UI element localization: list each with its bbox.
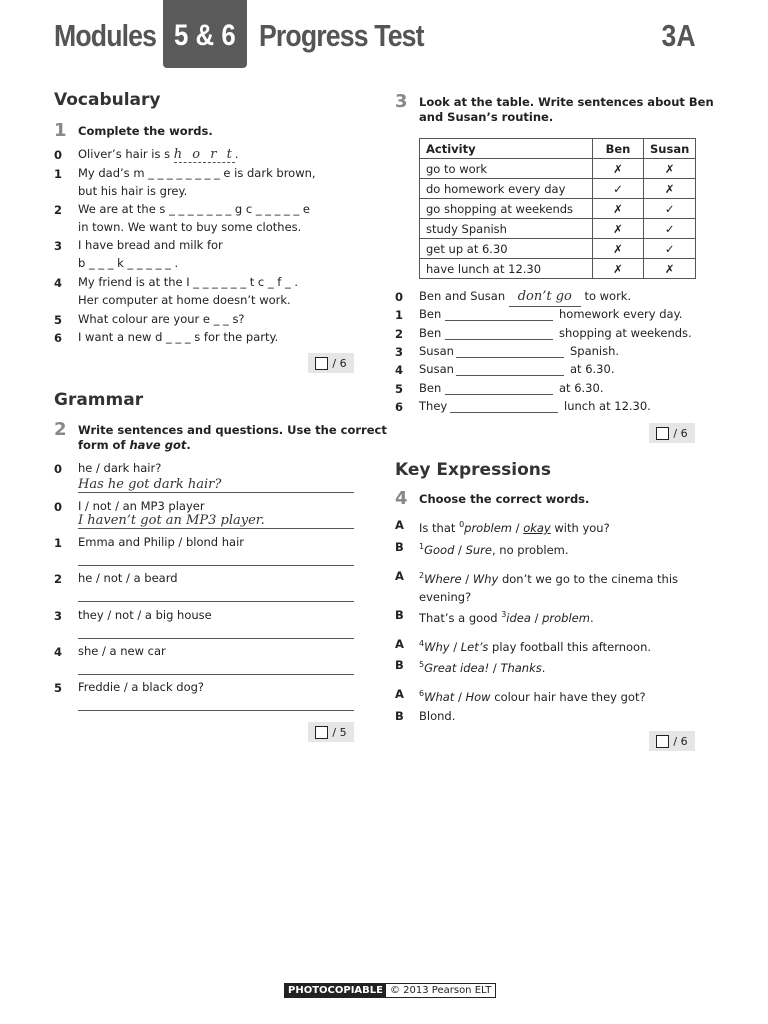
grammar-heading: Grammar	[54, 390, 144, 410]
vocab-item-6[interactable]: I want a new d _ _ _ s for the party.	[78, 330, 279, 344]
units-label: 5 & 6	[174, 19, 236, 52]
test-code: 3A	[661, 18, 696, 53]
item-number: 2	[395, 327, 404, 341]
option-b[interactable]: Thanks	[500, 660, 542, 675]
item-number: 1	[54, 536, 63, 550]
grammar-score-box: / 5	[308, 722, 354, 742]
dialogue-line: $^1$Good / Sure, no problem.	[419, 542, 569, 557]
handwritten-answer: I haven’t got an MP3 player.	[78, 513, 265, 528]
routine-item-5: Ben	[419, 381, 442, 395]
option-a[interactable]: What	[424, 689, 455, 704]
routine-item-5-end: at 6.30.	[559, 381, 604, 395]
option-a[interactable]: Where	[424, 571, 462, 586]
option-b[interactable]: Let’s	[460, 639, 489, 654]
answer-line[interactable]	[78, 601, 354, 602]
answer-line[interactable]	[445, 394, 553, 395]
key-expressions-heading: Key Expressions	[395, 460, 552, 480]
handwritten-answer: h o r t	[173, 147, 235, 162]
item-number: 1	[395, 308, 404, 322]
vocab-item-2[interactable]: We are at the s _ _ _ _ _ _ _ g c _ _ _ _ _ e in town. We want to buy some clothes.	[78, 202, 310, 234]
routine-item-1-end: homework every day.	[559, 307, 683, 321]
option-b[interactable]: Sure	[465, 542, 492, 557]
vocab-item-1[interactable]: My dad’s m _ _ _ _ _ _ _ _ e is dark brown, but his hair is grey.	[78, 166, 316, 198]
item-number: 0	[54, 148, 63, 162]
item-number: 4	[395, 363, 404, 377]
units-badge	[163, 0, 247, 68]
option-b[interactable]: problem	[542, 610, 590, 625]
grammar-prompt: she / a new car	[78, 644, 166, 658]
speaker-label: A	[395, 569, 404, 583]
question-number-2: 2	[54, 419, 67, 440]
dialogue-line: $^6$What / How colour hair have they got?	[419, 689, 646, 704]
vocab-item-0: Oliver’s hair is s h o r t.	[78, 147, 239, 162]
dialogue-line: Is that $^0$problem / okay with you?	[419, 520, 610, 535]
table-row: go to work ✗ ✗	[420, 159, 696, 179]
item-number: 3	[395, 345, 404, 359]
score-checkbox-icon[interactable]	[656, 427, 669, 440]
table-row: get up at 6.30 ✗ ✓	[420, 239, 696, 259]
routine-item-6: They	[419, 399, 448, 413]
gap-number: 1	[419, 542, 425, 551]
dialogue-line: That’s a good $^3$idea / problem.	[419, 610, 594, 625]
option-a[interactable]: idea	[506, 610, 531, 625]
routine-item-2-end: shopping at weekends.	[559, 326, 692, 340]
speaker-label: A	[395, 518, 404, 532]
routine-item-4: Susan	[419, 362, 454, 376]
handwritten-answer: Has he got dark hair?	[78, 477, 222, 492]
gap-number: 2	[419, 571, 425, 580]
item-number: 6	[395, 400, 404, 414]
routine-item-6-end: lunch at 12.30.	[564, 399, 651, 413]
option-a[interactable]: problem	[464, 520, 512, 535]
table-header: Ben	[593, 139, 644, 159]
dialogue-line: $^5$Great idea! / Thanks.	[419, 660, 546, 675]
grammar-prompt: Emma and Philip / blond hair	[78, 535, 244, 549]
answer-line[interactable]	[78, 638, 354, 639]
answer-line	[78, 528, 354, 529]
answer-line[interactable]	[78, 565, 354, 566]
dialogue-line: $^2$Where / Why don’t we go to the cinema this evening?	[419, 571, 679, 604]
speaker-label: A	[395, 687, 404, 701]
routine-item-2: Ben	[419, 326, 442, 340]
speaker-label: B	[395, 608, 404, 622]
vocabulary-instruction: Complete the words.	[78, 124, 213, 138]
table-header: Activity	[420, 139, 593, 159]
answer-line[interactable]	[456, 357, 564, 358]
item-number: 5	[54, 681, 63, 695]
table-header: Susan	[644, 139, 696, 159]
item-number: 0	[54, 500, 63, 514]
item-number: 1	[54, 167, 63, 181]
routine-item-1: Ben	[419, 307, 442, 321]
photocopiable-label: PHOTOCOPIABLE	[285, 984, 386, 997]
answer-line[interactable]	[445, 339, 553, 340]
item-number: 4	[54, 276, 63, 290]
vocabulary-score-box: / 6	[308, 353, 354, 373]
answer-line[interactable]	[78, 710, 354, 711]
routine-table	[419, 138, 696, 279]
table-row: do homework every day ✓ ✗	[420, 179, 696, 199]
table-row: go shopping at weekends ✗ ✓	[420, 199, 696, 219]
question-number-3: 3	[395, 91, 408, 112]
routine-item-3-end: Spanish.	[570, 344, 620, 358]
answer-line[interactable]	[78, 674, 354, 675]
gap-number: 4	[419, 639, 425, 648]
option-b[interactable]: How	[465, 689, 491, 704]
gap-number: 6	[419, 689, 425, 698]
option-a[interactable]: Good	[424, 542, 455, 557]
vocab-item-5[interactable]: What colour are your e _ _ s?	[78, 312, 245, 326]
gap-number: 3	[501, 610, 507, 619]
option-a[interactable]: Great idea!	[424, 660, 490, 675]
speaker-label: A	[395, 637, 404, 651]
routine-instruction: Look at the table. Write sentences about Ben and Susan’s routine.	[419, 95, 714, 124]
footer	[284, 983, 496, 998]
grammar-prompt: I / not / an MP3 player	[78, 499, 205, 513]
grammar-prompt: Freddie / a black dog?	[78, 680, 205, 694]
key-expressions-instruction: Choose the correct words.	[419, 492, 590, 506]
question-number-4: 4	[395, 488, 408, 509]
option-a[interactable]: Why	[424, 639, 450, 654]
routine-item-4-end: at 6.30.	[570, 362, 615, 376]
item-number: 2	[54, 203, 63, 217]
dialogue-line: $^4$Why / Let’s play football this afternoon.	[419, 639, 652, 654]
score-checkbox-icon[interactable]	[656, 735, 669, 748]
grammar-instruction: Write sentences and questions. Use the correct form of have got.	[78, 423, 387, 452]
answer-line	[78, 492, 354, 493]
vocab-item-3[interactable]: I have bread and milk for b _ _ _ k _ _ _ _ _ .	[78, 238, 223, 270]
option-b[interactable]: okay	[523, 520, 551, 535]
vocabulary-heading: Vocabulary	[54, 90, 161, 110]
item-number: 2	[54, 572, 63, 586]
routine-score-box: / 6	[649, 423, 695, 443]
vocab-item-4[interactable]: My friend is at the I _ _ _ _ _ _ t c _ f _ . Her computer at home doesn’t work.	[78, 275, 299, 307]
table-row: have lunch at 12.30 ✗ ✗	[420, 259, 696, 279]
grammar-prompt: he / dark hair?	[78, 461, 162, 475]
key-expressions-score-box: / 6	[649, 731, 695, 751]
item-number: 5	[395, 382, 404, 396]
item-number: 3	[54, 239, 63, 253]
item-number: 5	[54, 313, 63, 327]
speaker-label: B	[395, 540, 404, 554]
dialogue-line: Blond.	[419, 709, 456, 723]
header-modules: Modules	[54, 18, 157, 53]
option-b[interactable]: Why	[472, 571, 499, 586]
item-number: 0	[395, 290, 404, 304]
question-number-1: 1	[54, 120, 67, 141]
answer-line[interactable]	[456, 375, 564, 376]
grammar-prompt: they / not / a big house	[78, 608, 212, 622]
routine-item-3: Susan	[419, 344, 454, 358]
item-number: 6	[54, 331, 63, 345]
handwritten-answer: don’t go	[509, 288, 581, 307]
item-number: 3	[54, 609, 63, 623]
routine-item-0: Ben and Susan don’t go to work.	[419, 287, 631, 307]
speaker-label: B	[395, 709, 404, 723]
score-checkbox-icon[interactable]	[315, 726, 328, 739]
answer-line[interactable]	[450, 412, 558, 413]
speaker-label: B	[395, 658, 404, 672]
item-number: 4	[54, 645, 63, 659]
answer-line[interactable]	[445, 320, 553, 321]
gap-number: 5	[419, 660, 425, 669]
table-row: study Spanish ✗ ✓	[420, 219, 696, 239]
grammar-prompt: he / not / a beard	[78, 571, 178, 585]
score-checkbox-icon[interactable]	[315, 357, 328, 370]
gap-number: 0	[459, 520, 465, 529]
page-title: Progress Test	[259, 18, 424, 53]
item-number: 0	[54, 462, 63, 476]
copyright: © 2013 Pearson ELT	[389, 985, 492, 996]
